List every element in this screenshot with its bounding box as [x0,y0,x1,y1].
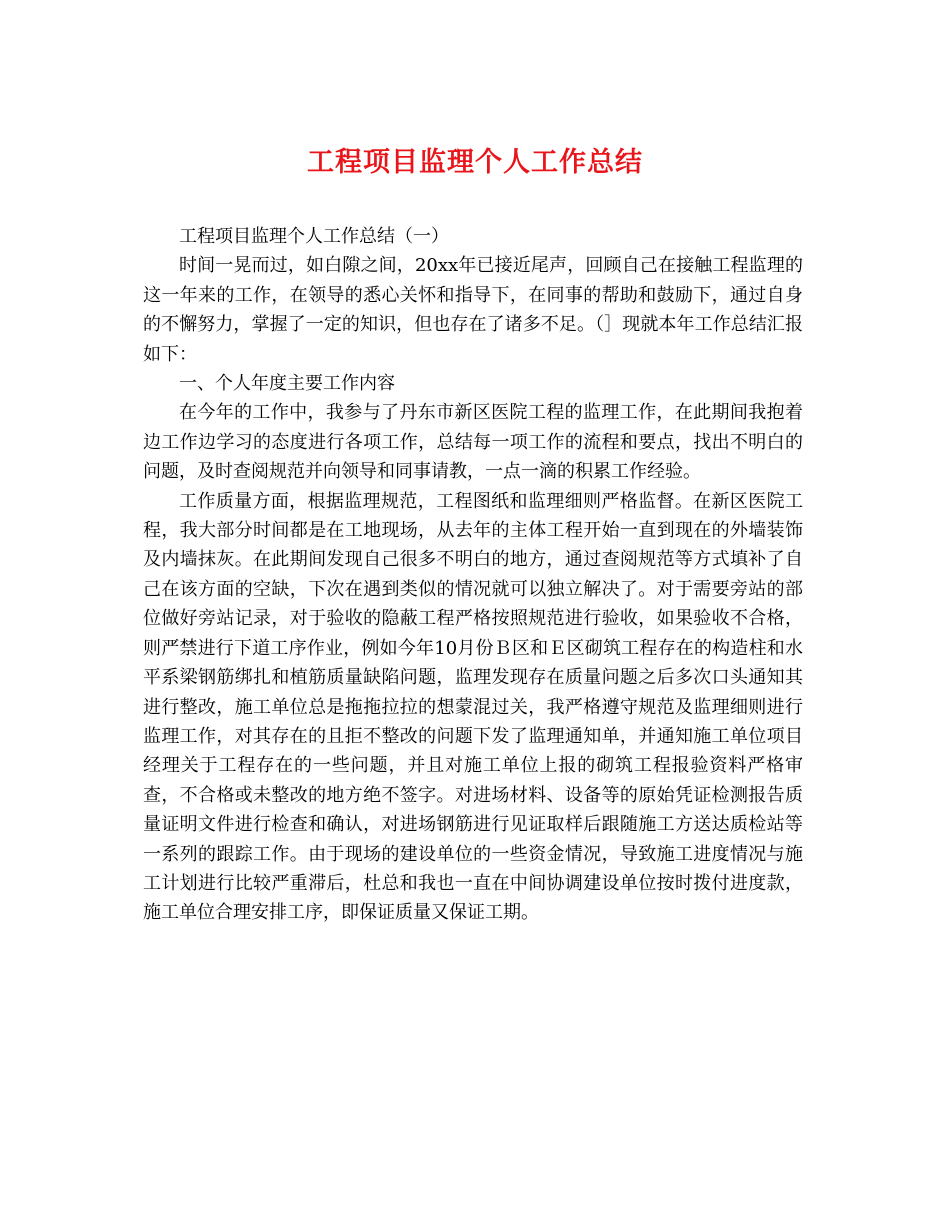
intro-paragraph: 时间一晃而过，如白隙之间，20xx年已接近尾声，回顾自己在接触工程监理的这一年来的工作，在领导的悉心关怀和指导下，在同事的帮助和鼓励下，通过自身的不懈努力，掌握了一定的知识，但也存在了诸多不足。（］现就本年工作总结汇报如下： [143,255,803,365]
section-heading: 工程项目监理个人工作总结（一） [179,226,449,247]
section-heading: 一、个人年度主要工作内容 [179,373,395,395]
body-paragraph: 工作质量方面，根据监理规范，工程图纸和监理细则严格监督。在新区医院工程，我大部分时间都是在工地现场，从去年的主体工程开始一直到现在的外墙装饰及内墙抹灰。在此期间发现自己很多不明白的地方，通过查阅规范等方式填补了自己在该方面的空缺，下次在遇到类似的情况就可以独立解决了。对于需要旁站的部位做好旁站记录，对于验收的隐蔽工程严格按照规范进行验收，如果验收不合格，则严禁进行下道工序作业，例如今年10月份Ｂ区和Ｅ区砌筑工程存在的构造柱和水平系梁钢筋绑扎和植筋质量缺陷问题，监理发现存在质量问题之后多次口头通知其进行整改，施工单位总是拖拖拉拉的想蒙混过关，我严格遵守规范及监理细则进行监理工作，对其存在的且拒不整改的问题下发了监理通知单，并通知施工单位项目经理关于工程存在的一些问题，并且对施工单位上报的砌筑工程报验资料严格审查，不合格或未整改的地方绝不签字。对进场材料、设备等的原始凭证检测报告质量证明文件进行检查和确认，对进场钢筋进行见证取样后跟随施工方送达质检站等一系列的跟踪工作。由于现场的建设单位的一些资金情况，导致施工进度情况与施工计划进行比较严重滞后，杜总和我也一直在中间协调建设单位按时拨付进度款，施工单位合理安排工序，即保证质量又保证工期。 [143,490,803,924]
body-paragraph: 在今年的工作中，我参与了丹东市新区医院工程的监理工作，在此期间我抱着边工作边学习的态度进行各项工作，总结每一项工作的流程和要点，找出不明白的问题，及时查阅规范并向领导和同事请教，一点一滴的积累工作经验。 [143,402,803,483]
document-title: 工程项目监理个人工作总结 [307,147,643,178]
document-body [143,222,803,928]
